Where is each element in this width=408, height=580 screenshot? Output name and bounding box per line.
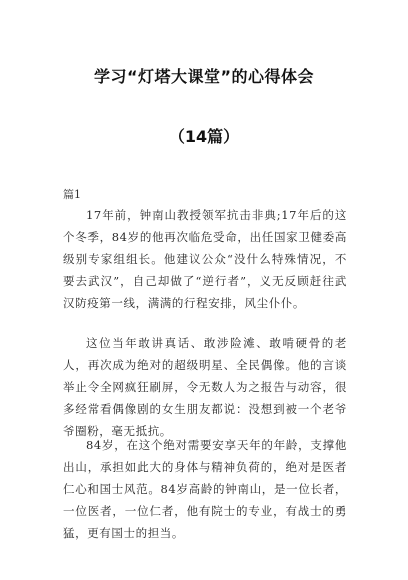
paragraph-3: 84岁，在这个绝对需要安享天年的年龄，支撑他出山，承担如此大的身体与精神负荷的，绝对是医者仁心和国士风范。84岁高龄的钟南山，是一位长者，一位医者，一位仁者，他有院士的专业，有战士的勇猛，更有国士的担当。 xyxy=(63,438,347,540)
section-label: 篇1 xyxy=(63,188,81,201)
paragraph-1: 17年前，钟南山教授领军抗击非典;17年后的这个冬季，84岁的他再次临危受命，出任国家卫健委高级别专家组组长。他建议公众“没什么特殊情况，不要去武汉”，自己却做了“逆行者”，义无反顾赶往武汉防疫第一线，满满的行程安排，风尘仆仆。 xyxy=(63,208,347,310)
document-title: 学习“灯塔大课堂”的心得体会 xyxy=(93,67,315,86)
paragraph-2: 这位当年敢讲真话、敢涉险滩、敢啃硬骨的老人，再次成为绝对的超级明星、全民偶像。他的言谈举止令全网疯狂刷屏，令无数人为之报告与动容，很多经常看偶像剧的女生朋友都说：没想到被一个老爷爷圈粉，毫无抵抗。 xyxy=(63,336,347,438)
document-subtitle: （14篇） xyxy=(168,127,240,146)
